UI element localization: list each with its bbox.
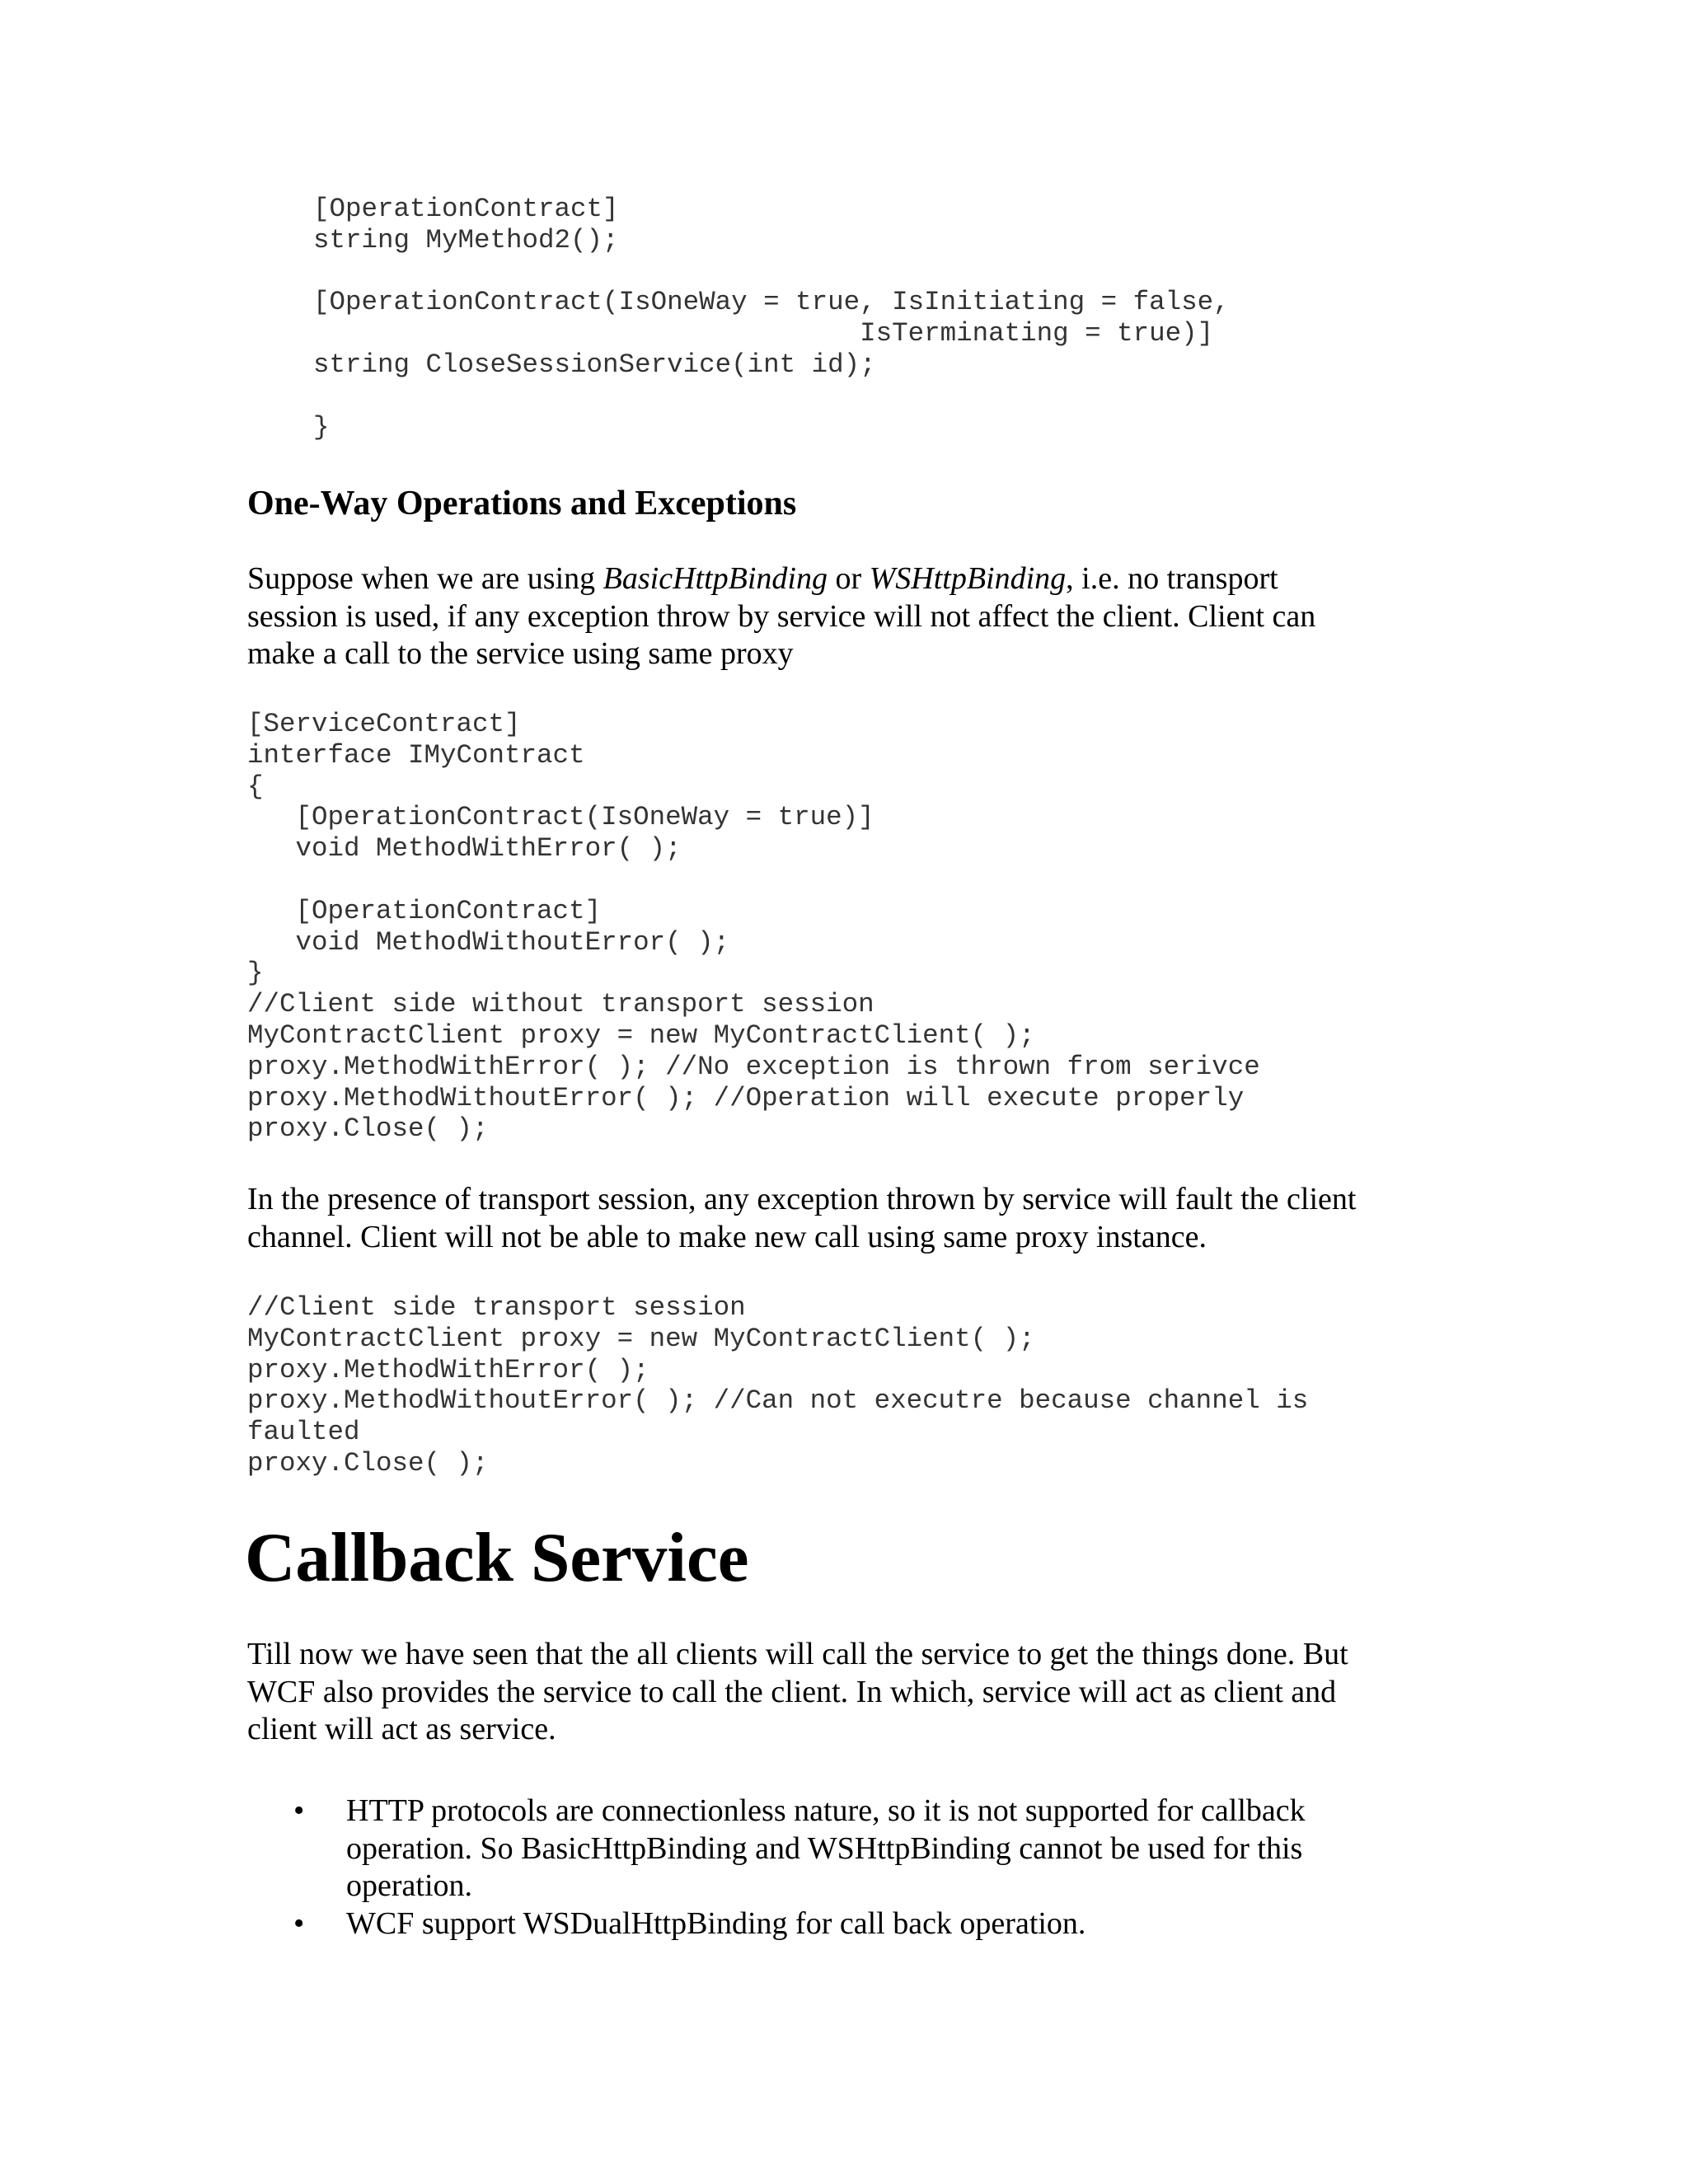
bullet-list — [247, 1793, 1467, 1943]
list-item — [247, 1905, 1467, 1943]
paragraph-line: WCF also provides the service to call the client. In which, service will act as client and — [247, 1674, 1337, 1709]
bullet-icon: • — [293, 1905, 305, 1941]
section-heading: One-Way Operations and Exceptions — [247, 485, 797, 523]
list-item-line: HTTP protocols are connectionless nature, so it is not supported for callback — [346, 1793, 1306, 1828]
paragraph-line — [247, 560, 1467, 598]
paragraph-line: make a call to the service using same proxy — [247, 636, 794, 671]
paragraph-line: channel. Client will not be able to make new call using same proxy instance. — [247, 1219, 1207, 1254]
text-run: or — [827, 561, 870, 596]
paragraph-line: session is used, if any exception throw by service will not affect the client. Client can — [247, 598, 1316, 634]
main-heading: Callback Service — [245, 1519, 749, 1596]
list-item-line: operation. — [346, 1868, 473, 1903]
binding-name-emphasis: BasicHttpBinding — [603, 561, 828, 596]
paragraph-transport-session — [247, 1181, 1467, 1256]
paragraph-no-transport-session — [247, 560, 1467, 673]
paragraph-line: client will act as service. — [247, 1712, 556, 1746]
code-block-client-with-session: //Client side transport session MyContractClient proxy = new MyContractClient( ); proxy.MethodWithError( ); proxy.MethodWithoutError( ); //Can not executre because channel is faulted proxy.Close( ); — [247, 1292, 1309, 1479]
binding-name-emphasis: WSHttpBinding — [869, 561, 1067, 596]
text-run: Suppose when we are using — [247, 561, 603, 596]
code-block-operation-contracts: [OperationContract] string MyMethod2(); [OperationContract(IsOneWay = true, IsInitiating = false, IsTerminating = true)] string CloseSessionService(int id); } — [313, 194, 1230, 443]
bullet-icon: • — [293, 1793, 305, 1828]
paragraph-callback-intro — [247, 1636, 1467, 1749]
text-run: , i.e. no transport — [1066, 561, 1278, 596]
list-item — [247, 1793, 1467, 1905]
paragraph-line: Till now we have seen that the all clients will call the service to get the things done. But — [247, 1637, 1348, 1671]
list-item-line: operation. So BasicHttpBinding and WSHttpBinding cannot be used for this — [346, 1830, 1303, 1866]
code-block-client-without-session: [ServiceContract] interface IMyContract { [OperationContract(IsOneWay = true)] void MethodWithError( ); [OperationContract] void MethodWithoutError( ); } //Client side without transport session MyContractClient proxy = new MyContractClient( ); proxy.MethodWithError( ); //No exception is thrown from serivce proxy.MethodWithoutError( ); //Operation will execute properly proxy.Close( ); — [247, 709, 1260, 1145]
list-item-line: WCF support WSDualHttpBinding for call back operation. — [346, 1905, 1086, 1941]
paragraph-line: In the presence of transport session, any exception thrown by service will fault the client — [247, 1182, 1357, 1216]
